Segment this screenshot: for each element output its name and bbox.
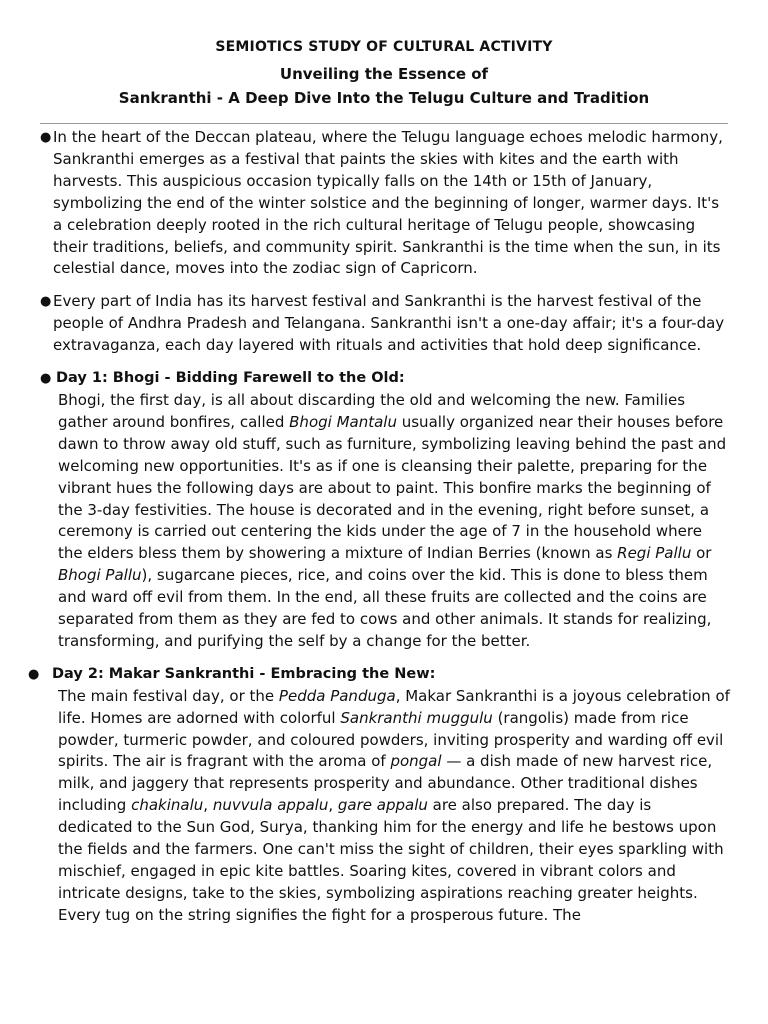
term-chakinalu: chakinalu	[131, 796, 204, 815]
bullet-icon: ●	[40, 371, 52, 387]
bullet-icon: ●	[40, 130, 52, 145]
day1-paragraph: Bhogi, the first day, is all about discarding the old and welcoming the new. Families gather around bonfires, called Bhogi Mantalu usually organized near their houses before dawn to throw away old stuff, such as furniture, symbolizing leaving behind the past and welcoming new opportunities. It's as if one is cleansing their palette, preparing for the vibrant hues the following days are about to paint. This bonfire marks the beginning of the 3-day festivities. The house is decorated and in the evening, right before sunset, a ceremony is carried out centering the kids under the age of 7 in the household where the elders bless them by showering a mixture of Indian Berries (known as Regi Pallu or Bhogi Pallu), sugarcane pieces, rice, and coins over the kid. This is done to bless them and ward off evil from them. In the end, all these fruits are collected and the coins are separated from them as they are fed to cows and other animals. It stands for realizing, transforming, and purifying the self by a change for the better.	[58, 390, 727, 650]
intro-bullet-2	[40, 291, 730, 357]
term-gare-appalu: gare appalu	[337, 796, 428, 815]
bullet-icon: ●	[28, 666, 40, 682]
term-pongal: pongal	[390, 752, 442, 771]
term-nuvvula-appalu: nuvvula appalu	[212, 796, 329, 815]
subtitle-line-1: Unveiling the Essence of	[279, 65, 489, 83]
intro-paragraph-2: Every part of India has its harvest festival and Sankranthi is the harvest festival of the people of Andhra Pradesh and Telangana. Sankranthi isn't a one-day affair; it's a four-day extravaganza, each day layered with rituals and activities that hold deep significance.	[53, 292, 725, 355]
document-subtitle	[0, 62, 768, 110]
day1-title: Day 1: Bhogi - Bidding Farewell to the Old:	[56, 370, 405, 387]
term-bhogi-pallu: Bhogi Pallu	[58, 566, 142, 585]
bullet-icon: ●	[40, 294, 52, 310]
intro-bullet-1	[40, 127, 730, 280]
day2-section	[28, 664, 730, 927]
term-bhogi-mantalu: Bhogi Mantalu	[289, 412, 397, 431]
document-title: SEMIOTICS STUDY OF CULTURAL ACTIVITY	[215, 39, 553, 55]
document-body	[28, 127, 730, 927]
term-pedda-panduga: Pedda Panduga	[278, 686, 396, 705]
term-regi-pallu: Regi Pallu	[617, 544, 692, 563]
header-divider	[40, 123, 728, 124]
day1-section	[40, 368, 730, 653]
day2-title: Day 2: Makar Sankranthi - Embracing the New:	[52, 665, 436, 682]
intro-paragraph-1: In the heart of the Deccan plateau, where the Telugu language echoes melodic harmony, Sankranthi emerges as a festival that paints the skies with kites and the earth with harvests. This auspicious occasion typically falls on the 14th or 15th of January, symbolizing the end of the winter solstice and the beginning of longer, warmer days. It's a celebration deeply rooted in the rich cultural heritage of Telugu people, showcasing their traditions, beliefs, and community spirit. Sankranthi is the time when the sun, in its celestial dance, moves into the zodiac sign of Capricorn.	[53, 128, 723, 278]
subtitle-line-2: Sankranthi - A Deep Dive Into the Telugu Culture and Tradition	[118, 89, 650, 107]
day2-paragraph: The main festival day, or the Pedda Panduga, Makar Sankranthi is a joyous celebration of life. Homes are adorned with colorful Sankranthi muggulu (rangolis) made from rice powder, turmeric powder, and coloured powders, inviting prosperity and warding off evil spirits. The air is fragrant with the aroma of pongal — a dish made of new harvest rice, milk, and jaggery that represents prosperity and abundance. Other traditional dishes including chakinalu, nuvvula appalu, gare appalu are also prepared. The day is dedicated to the Sun God, Surya, thanking him for the energy and life he bestows upon the fields and the farmers. One can't miss the sight of children, their eyes sparkling with mischief, engaged in epic kite battles. Soaring kites, covered in vibrant colors and intricate designs, take to the skies, symbolizing aspirations reaching greater heights. Every tug on the string signifies the fight for a prosperous future. The	[58, 686, 730, 924]
document-header	[0, 36, 768, 110]
term-sankranthi-muggulu: Sankranthi muggulu	[340, 708, 493, 727]
